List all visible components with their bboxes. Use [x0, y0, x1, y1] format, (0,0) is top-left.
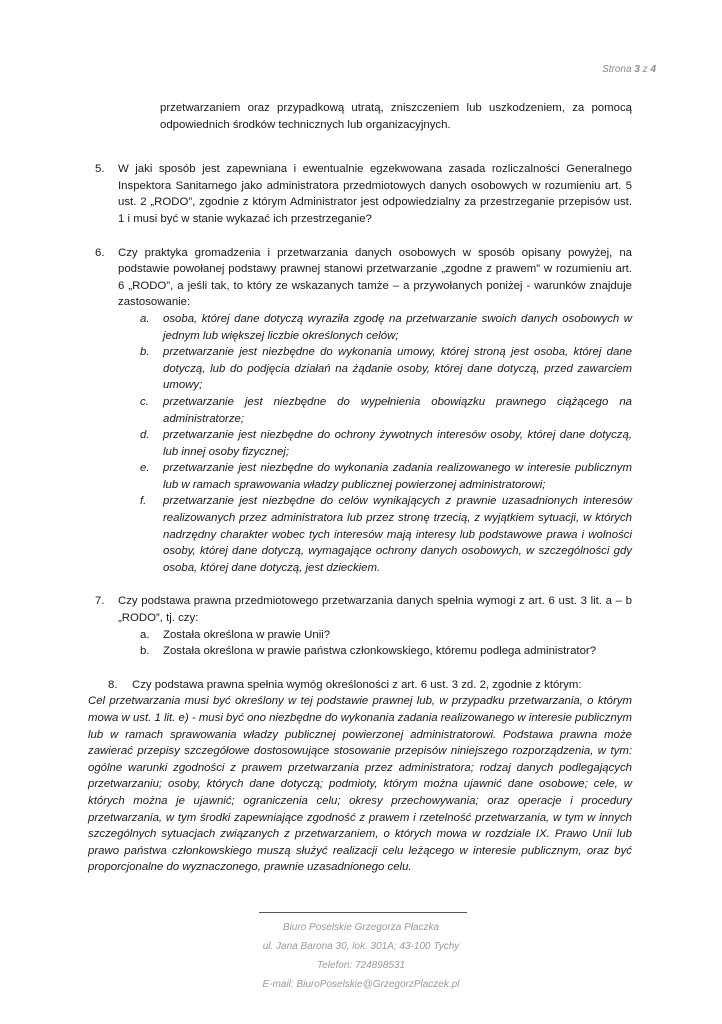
condition-letter: a.	[140, 312, 150, 325]
condition-list	[88, 311, 632, 577]
sub-question-text: Została określona w prawie Unii?	[163, 628, 331, 641]
sub-question-text: Została określona w prawie państwa członkowskiego, któremu podlega administrator?	[163, 645, 597, 658]
sub-question-list	[88, 627, 632, 660]
page-number	[602, 64, 656, 75]
question-7	[88, 593, 632, 659]
question-6	[88, 245, 632, 577]
condition-text: przetwarzanie jest niezbędne do wykonania umowy, której stroną jest osoba, której dane dotyczą, lub do podjęcia działań na żądanie osoby, której dane dotyczą, przed zawarciem umowy;	[163, 346, 632, 392]
sub-question-letter: a.	[140, 628, 150, 641]
question-5	[88, 161, 632, 227]
question-number: 8.	[108, 678, 118, 691]
condition-text: przetwarzanie jest niezbędne do ochrony żywotnych interesów osoby, której dane dotyczą, lub innej osoby fizycznej;	[163, 429, 632, 458]
footer-divider	[259, 912, 467, 913]
condition-text: przetwarzanie jest niezbędne do wykonania zadania realizowanego w interesie publicznym lub w ramach sprawowania władzy publicznej powierzonej administratorowi;	[163, 462, 632, 491]
question-number: 5.	[95, 163, 105, 176]
condition-letter: e.	[140, 462, 150, 475]
footer	[0, 918, 722, 994]
condition-item-b	[88, 344, 632, 394]
footer-email: E-mail: BiuroPoselskie@GrzegorzPlaczek.pl	[262, 979, 460, 990]
condition-letter: f.	[140, 495, 147, 508]
sub-question-b	[88, 643, 632, 660]
condition-item-e	[88, 460, 632, 493]
footer-address: ul. Jana Barona 30, lok. 301A; 43-100 Tychy	[262, 941, 460, 952]
page-total: 4	[650, 64, 656, 75]
question-text: Czy podstawa prawna przedmiotowego przetwarzania danych spełnia wymogi z art. 6 ust. 3 lit. a – b „RODO”, tj. czy:	[118, 595, 632, 625]
page-prefix: Strona	[602, 64, 635, 75]
condition-item-a	[88, 311, 632, 344]
footer-phone: Telefon: 724898531	[316, 960, 406, 971]
page-sep: z	[639, 64, 651, 75]
condition-text: przetwarzanie jest niezbędne do wypełnienia obowiązku prawnego ciążącego na administratorze;	[163, 395, 632, 425]
question-8-heading	[88, 677, 632, 694]
sub-question-a	[88, 627, 632, 644]
condition-item-c	[88, 394, 632, 427]
condition-text: przetwarzanie jest niezbędne do celów wynikających z prawnie uzasadnionych interesów realizowanych przez administratora lub przez stronę trzecią, z wyjątkiem sytuacji, w których nadrzędny charakter wobec tych interesów mają interesy lub podstawowe prawa i wolności osoby, której dane dotyczą, wymagające ochrony danych osobowych, w szczególności gdy osoba, której dane dotyczą, jest dzieckiem.	[163, 495, 632, 574]
document-body	[88, 100, 632, 876]
question-number: 7.	[95, 595, 105, 608]
condition-text: osoba, której dane dotyczą wyraziła zgodę na przetwarzanie swoich danych osobowych w jednym lub większej liczbie określonych celów;	[163, 312, 632, 342]
continued-paragraph: przetwarzaniem oraz przypadkową utratą, zniszczeniem lub uszkodzeniem, za pomocą odpowiednich środków technicznych lub organizacyjnych.	[160, 102, 632, 131]
page-current: 3	[634, 64, 640, 75]
question-text: W jaki sposób jest zapewniana i ewentualnie egzekwowana zasada rozliczalności Generalnego Inspektora Sanitarnego jako administratora przedmiotowych danych osobowych w rozumieniu art. 5 ust. 2 „RODO”, zgodnie z którym Administrator jest odpowiedzialny za przestrzeganie przepisów ust. 1 i musi być w stanie wykazać ich przestrzeganie?	[118, 163, 632, 225]
question-number: 6.	[95, 246, 105, 259]
condition-letter: d.	[140, 429, 150, 442]
condition-item-d	[88, 427, 632, 460]
condition-letter: b.	[140, 346, 150, 359]
condition-letter: c.	[140, 395, 149, 408]
sub-question-letter: b.	[140, 645, 150, 658]
question-text: Czy praktyka gromadzenia i przetwarzania danych osobowych w sposób opisany powyżej, na podstawie powołanej podstawy prawnej stanowi przetwarzanie „zgodne z prawem” w rozumieniu art. 6 „RODO”, a jeśli tak, to który ze wskazanych tamże – a przywołanych poniżej - warunków znajduje zastosowanie:	[118, 246, 632, 309]
question-text: Czy podstawa prawna spełnia wymóg określoności z art. 6 ust. 3 zd. 2, zgodnie z którym:	[132, 678, 582, 691]
quoted-regulation: Cel przetwarzania musi być określony w tej podstawie prawnej lub, w przypadku przetwarzania, o którym mowa w ust. 1 lit. e) - musi być ono niezbędne do wykonania zadania realizowanego w interesie publicznym lub w ramach sprawowania władzy publicznej powierzonej administratorowi. Podstawa prawna może zawierać przepisy szczegółowe dostosowujące stosowanie przepisów niniejszego rozporządzenia, w tym: ogólne warunki zgodności z prawem przetwarzania przez administratora; rodzaj danych podlegających przetwarzaniu; osoby, których dane dotyczą; podmioty, którym można ujawnić dane osobowe; cele, w których można je ujawnić; ograniczenia celu; okresy przechowywania; oraz operacje i procedury przetwarzania, w tym środki zapewniające zgodność z prawem i rzetelność przetwarzania, w tym w innych szczególnych sytuacjach związanych z przetwarzaniem, o których mowa w rozdziale IX. Prawo Unii lub prawo państwa członkowskiego muszą służyć realizacji celu leżącego w interesie publicznym, oraz być proporcjonalne do wyznaczonego, prawnie uzasadnionego celu.	[88, 695, 632, 874]
footer-office-name: Biuro Poselskie Grzegorza Płaczka	[282, 922, 440, 933]
question-8	[88, 677, 632, 876]
condition-item-f	[88, 493, 632, 576]
